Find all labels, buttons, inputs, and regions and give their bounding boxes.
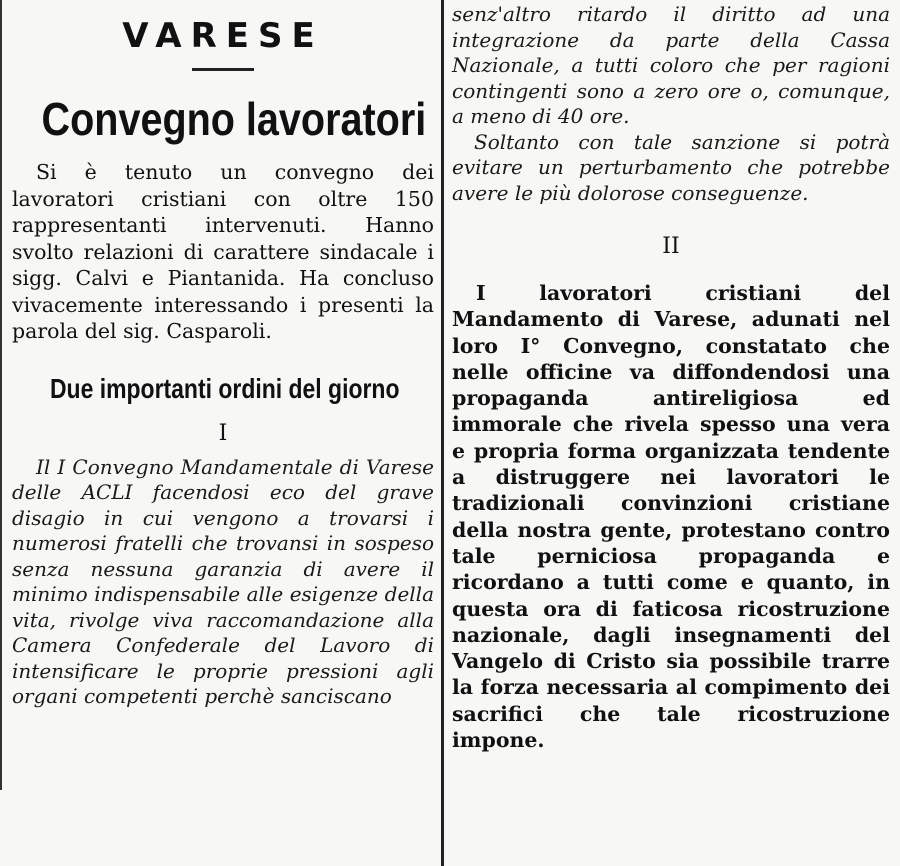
section-two-numeral: II (662, 234, 680, 259)
closing-text: Soltanto con tale sanzione si potrà evitare un perturbamento che potrebbe avere le più dolorose conseguenze. (452, 129, 890, 205)
left-column (12, 0, 434, 710)
continuation-block (452, 2, 890, 206)
continuation-text: senz'altro ritardo il diritto ad una integrazione da parte della Cassa Nazionale, a tutti coloro che per ragioni contingenti sono a zero ore o, comunque, a meno di 40 ore. (452, 2, 890, 128)
column-divider (441, 0, 444, 866)
section-one-text: Il I Convegno Mandamentale di Varese delle ACLI facendosi eco del grave disagio in cui vengono a trovarsi i numerosi fratelli che trovansi in sospeso senza nessuna garanzia di avere il minimo indispensabile alle esigenze della vita, rivolge viva raccomandazione alla Camera Confederale del Lavoro di intensificare le proprie pressioni agli organi competenti perchè sanciscano (12, 454, 434, 708)
heading-rule (192, 68, 254, 71)
left-border-rule (0, 0, 2, 790)
place-heading: VARESE (122, 16, 324, 56)
report-paragraph: Si è tenuto un convegno dei lavoratori cristiani con oltre 150 rappresentanti intervenuti. Hanno svolto relazioni di carattere sindacale i sigg. Calvi e Piantanida. Ha concluso vivacemente interessando i presenti la parola del sig. Casparoli. (12, 160, 434, 343)
article-headline: Convegno lavoratori (41, 93, 427, 145)
section-one-numeral: I (218, 420, 228, 446)
right-column (452, 0, 890, 753)
section-two-text: I lavoratori cristiani del Mandamento di Varese, adunati nel loro I° Convegno, constatato che nelle officine va diffondendosi una propaganda antireligiosa ed immorale che rivela spesso una vera e propria forma organizzata tendente a distruggere nei lavoratori le tradizionali convinzioni cristiane della nostra gente, protestano contro tale perniciosa propaganda e ricordano a tutti come e quanto, in questa ora di faticosa ricostruzione nazionale, dagli insegnamenti del Vangelo di Cristo sia possibile trarre la forza necessaria al compimento dei sacrifici che tale ricostruzione impone. (452, 281, 890, 753)
article-subheading: Due importanti ordini del giorno (49, 372, 400, 404)
